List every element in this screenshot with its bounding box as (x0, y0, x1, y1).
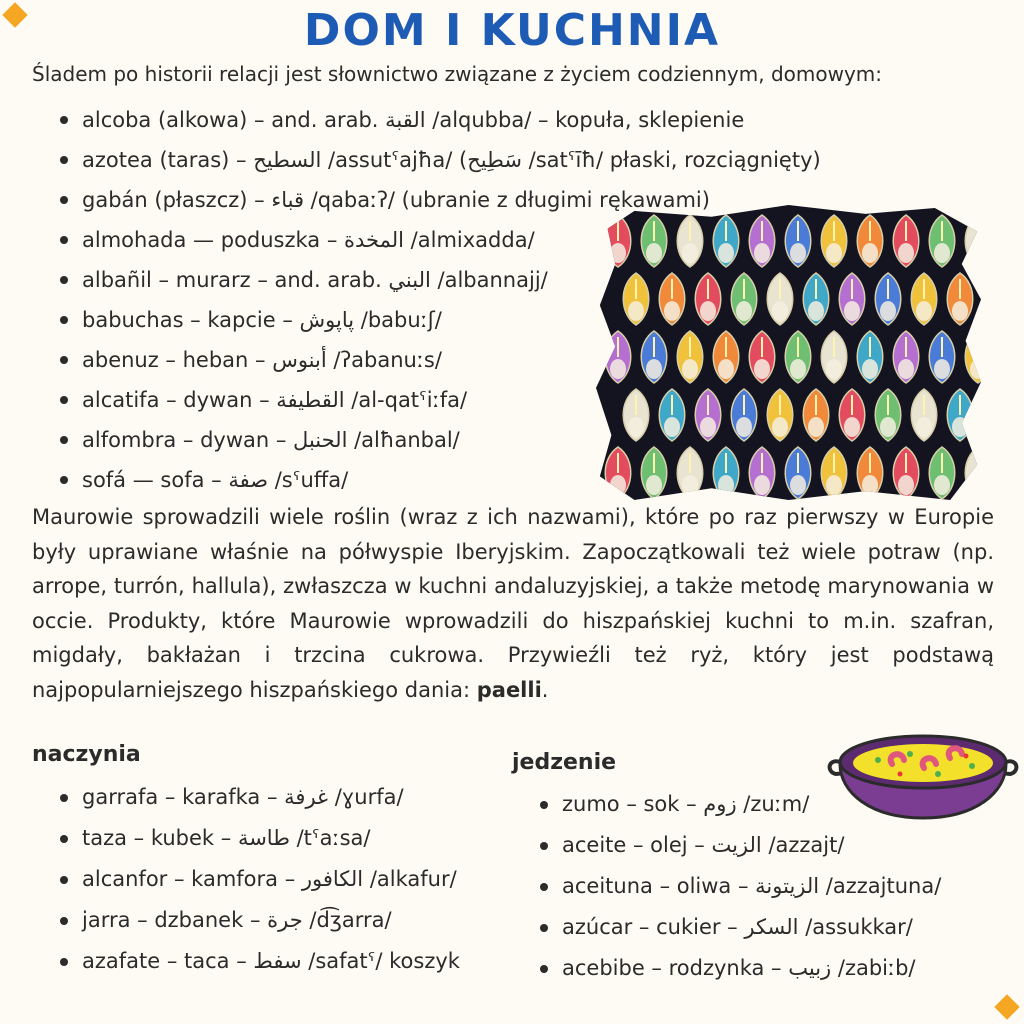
paella-bold: paelli (476, 677, 542, 702)
intro-text: Śladem po historii relacji jest słownictwo związane z życiem codziennym, domowym: (32, 62, 883, 86)
list-item: alcanfor – kamfora – الكافور /alkafur/ (56, 859, 516, 900)
list-item: azotea (taras) – السطيح /assutˁajħa/ (سَطِيح /satˁīħ/ płaski, rozciągnięty) (56, 140, 956, 180)
babouche-slippers-photo (596, 205, 981, 500)
list-item: gabán (płaszcz) – قباء /qabaːʔ/ (ubranie z długimi rękawami) (56, 180, 956, 220)
list-item: aceite – olej – الزيت /azzajt/ (536, 825, 1006, 866)
list-item: acebibe – rodzynka – زبيب /zabiːb/ (536, 948, 1006, 989)
list-item: sofá — sofa – صفة /sˁuffa/ (56, 460, 956, 500)
list-item: jarra – dzbanek – جرة /d͡ʒarra/ (56, 900, 516, 941)
body-paragraph: Maurowie sprowadzili wiele roślin (wraz z ich nazwami), które po raz pierwszy w Europie były uprawiane właśnie na półwyspie Iberyjskim. Zapoczątkowali też wiele potraw (np. arrope, turrón, hallula), zwłaszcza w kuchni andaluzyjskiej, a także metodę marynowania w occie. Produkty, które Maurowie wprowadzili do hiszpańskiej kuchni to m.in. szafran, migdały, bakłażan i trzcina cukrowa. Przywieźli też ryż, który jest podstawą najpopularniejszego hiszpańskiego dania: paelli. (32, 505, 994, 702)
list-item: taza – kubek – طاسة /tˁaːsa/ (56, 818, 516, 859)
corner-diamond-icon (994, 994, 1019, 1019)
list-item: garrafa – karafka – غرفة /ɣurfa/ (56, 777, 516, 818)
page-title: DOM I KUCHNIA (303, 5, 721, 56)
list-item: alfombra – dywan – الحنبل /alħanbal/ (56, 420, 956, 460)
list-item: azafate – taca – سفط /safatˁ/ koszyk (56, 941, 516, 982)
naczynia-list (56, 777, 516, 982)
list-item: aceituna – oliwa – الزيتونة /azzajtuna/ (536, 866, 1006, 907)
list-item: azúcar – cukier – السكر /assukkar/ (536, 907, 1006, 948)
jedzenie-heading: jedzenie (512, 750, 617, 775)
naczynia-heading: naczynia (32, 742, 141, 767)
list-item: alcoba (alkowa) – and. arab. القبة /alqubba/ – kopuła, sklepienie (56, 100, 956, 140)
list-item: albañil – murarz – and. arab. البني /albannajj/ (56, 260, 956, 300)
list-item: babuchas – kapcie – پاپوش /babuːʃ/ (56, 300, 956, 340)
list-item: abenuz – heban – أبنوس /ʔabanuːs/ (56, 340, 956, 380)
list-item: alcatifa – dywan – القطيفة /al-qatˁiːfa/ (56, 380, 956, 420)
paella-pan-icon (826, 728, 1020, 828)
list-item: zumo – sok – زوم /zuːm/ (536, 784, 1006, 825)
list-item: almohada — poduszka – المخدة /almixadda/ (56, 220, 956, 260)
